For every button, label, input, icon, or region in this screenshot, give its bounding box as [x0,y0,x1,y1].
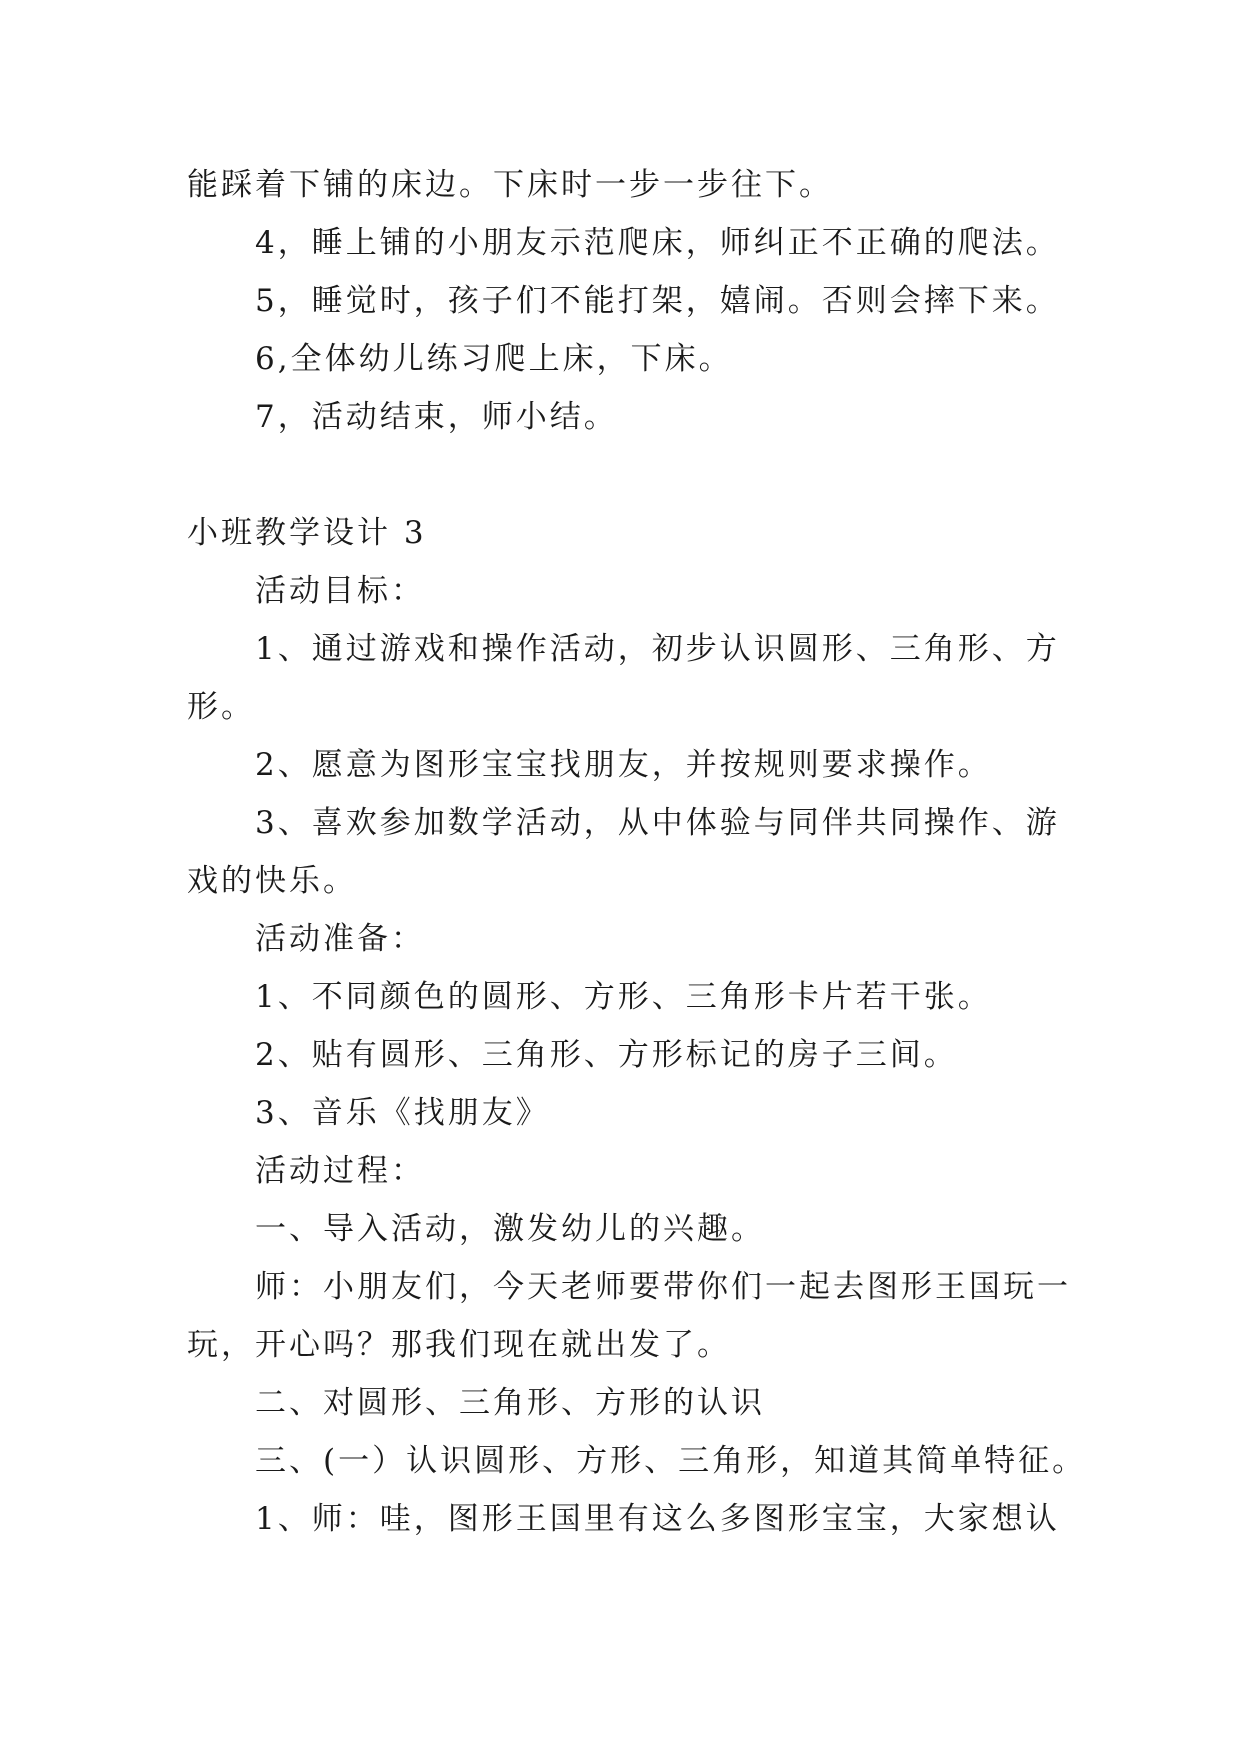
subheading: 活动准备： [255,921,425,957]
text-line: 能踩着下铺的床边。下床时一步一步往下。 [187,167,833,203]
section-title: 小班教学设计 3 [187,515,427,551]
list-item: 6,全体幼儿练习爬上床，下床。 [255,341,733,377]
list-item: 5，睡觉时，孩子们不能打架，嬉闹。否则会摔下来。 [255,283,1060,319]
list-item: 1、不同颜色的圆形、方形、三角形卡片若干张。 [255,979,992,1015]
list-item: 三、(一）认识圆形、方形、三角形，知道其简单特征。 [255,1443,1087,1479]
text-line: 玩，开心吗？那我们现在就出发了。 [187,1327,731,1363]
list-item: 3、音乐《找朋友》 [255,1095,550,1131]
text-line: 形。 [187,689,255,725]
list-item: 1、师：哇，图形王国里有这么多图形宝宝，大家想认 [255,1501,1060,1537]
list-item: 3、喜欢参加数学活动，从中体验与同伴共同操作、游 [255,805,1060,841]
list-item: 7，活动结束，师小结。 [255,399,618,435]
subheading: 活动过程： [255,1153,425,1189]
list-item: 2、贴有圆形、三角形、方形标记的房子三间。 [255,1037,958,1073]
list-item: 二、对圆形、三角形、方形的认识 [255,1385,765,1421]
subheading: 活动目标： [255,573,425,609]
list-item: 4，睡上铺的小朋友示范爬床，师纠正不正确的爬法。 [255,225,1060,261]
text-line: 师：小朋友们，今天老师要带你们一起去图形王国玩一 [255,1269,1071,1305]
list-item: 1、通过游戏和操作活动，初步认识圆形、三角形、方 [255,631,1060,667]
list-item: 2、愿意为图形宝宝找朋友，并按规则要求操作。 [255,747,992,783]
list-item: 一、导入活动，激发幼儿的兴趣。 [255,1211,765,1247]
text-line: 戏的快乐。 [187,863,357,899]
